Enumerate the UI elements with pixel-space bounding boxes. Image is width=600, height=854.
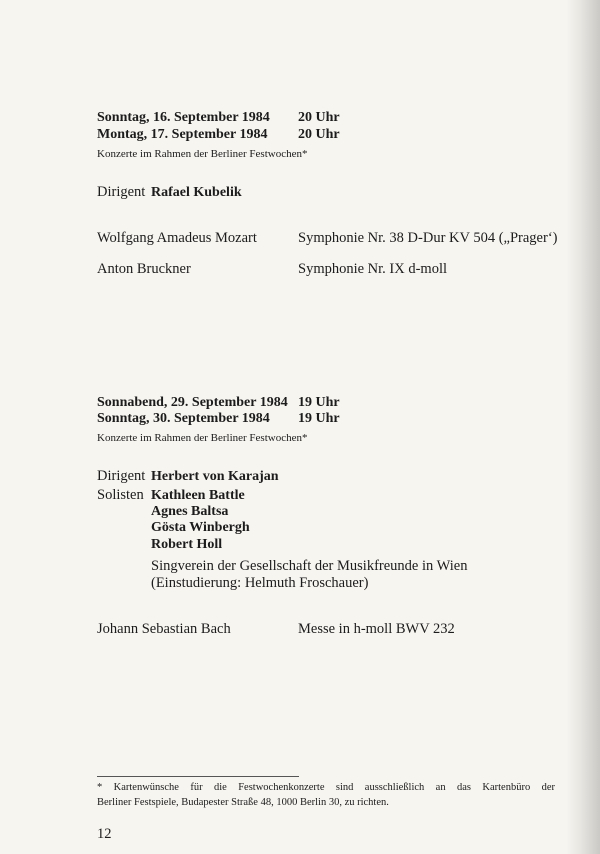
footnote-line-1: * Kartenwünsche für die Festwochenkonzerte sind ausschließlich an das Kartenbüro der <box>97 782 555 793</box>
concert1-date1: Sonntag, 16. September 1984 <box>97 110 270 125</box>
footnote-rule <box>97 776 299 777</box>
concert1-time2: 20 Uhr <box>298 127 340 142</box>
concert2-program-composer-1: Johann Sebastian Bach <box>97 621 231 637</box>
concert2-conductor: Herbert von Karajan <box>151 469 279 484</box>
concert2-conductor-label: Dirigent <box>97 468 146 484</box>
concert2-soloist-4: Robert Holl <box>151 537 223 552</box>
concert2-soloists-label: Solisten <box>97 487 144 503</box>
concert1-program-composer-2: Anton Bruckner <box>97 261 191 277</box>
concert2-program-work-1: Messe in h-moll BWV 232 <box>298 621 455 637</box>
concert2-soloist-2: Agnes Baltsa <box>151 504 229 519</box>
concert2-note: Konzerte im Rahmen der Berliner Festwochen* <box>97 432 308 444</box>
concert2-choir-line2: (Einstudierung: Helmuth Froschauer) <box>151 575 369 591</box>
concert1-conductor: Rafael Kubelik <box>151 185 242 200</box>
concert2-choir-line1: Singverein der Gesellschaft der Musikfreunde in Wien <box>151 558 468 574</box>
concert2-soloist-1: Kathleen Battle <box>151 488 245 503</box>
concert2-time2: 19 Uhr <box>298 411 340 426</box>
concert2-soloist-3: Gösta Winbergh <box>151 520 250 535</box>
concert2-time1: 19 Uhr <box>298 395 340 410</box>
footnote-line-2: Berliner Festspiele, Budapester Straße 48, 1000 Berlin 30, zu richten. <box>97 797 389 808</box>
concert2-date2: Sonntag, 30. September 1984 <box>97 411 270 426</box>
page-gutter-shadow <box>566 0 600 854</box>
page-number: 12 <box>97 826 112 842</box>
concert1-program-work-1: Symphonie Nr. 38 D-Dur KV 504 („Prager‘) <box>298 230 558 246</box>
footnote <box>97 780 555 810</box>
concert1-program-work-2: Symphonie Nr. IX d-moll <box>298 261 448 277</box>
concert1-time1: 20 Uhr <box>298 110 340 125</box>
concert1-note: Konzerte im Rahmen der Berliner Festwochen* <box>97 148 308 160</box>
concert2-date1: Sonnabend, 29. September 1984 <box>97 395 288 410</box>
concert1-program-composer-1: Wolfgang Amadeus Mozart <box>97 230 257 246</box>
concert1-conductor-label: Dirigent <box>97 184 146 200</box>
concert1-date2: Montag, 17. September 1984 <box>97 127 268 142</box>
